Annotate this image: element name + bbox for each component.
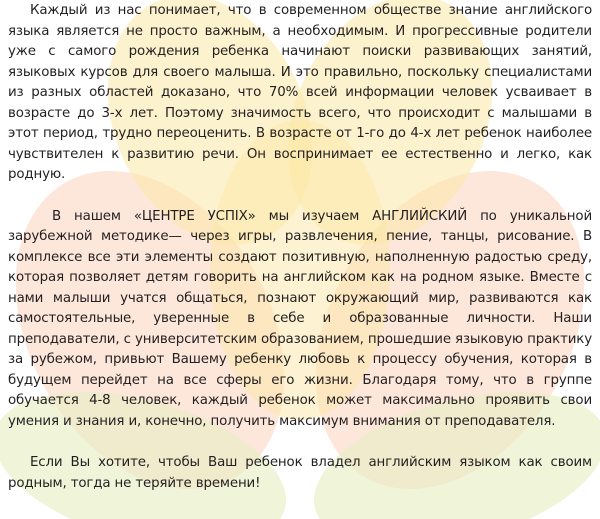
- paragraph-intro: Каждый из нас понимает, что в современном обществе знание английского языка является не просто важным, а необходимым. И прогрессивные родители уже с самого рождения ребенка начинают поиски развивающих занятий, языковых курсов для своего малыша. И это правильно, поскольку специалистами из разных областей доказано, что 70% всей информации человек усваивает в возрасте до 3-х лет. Поэтому значимость всего, что происходит с малышами в этот период, трудно переоценить. В возрасте от 1-го до 4-х лет ребенок наиболее чувствителен к развитию речи. Он воспринимает ее естественно и легко, как родную.: [8, 3, 592, 182]
- paragraph-center-description: В нашем «ЦЕНТРЕ УСПІХ» мы изучаем АНГЛИЙСКИЙ по уникальной зарубежной методике— через игры, развлечения, пение, танцы, рисование. В комплексе все эти элементы создают позитивную, наполненную радостью среду, которая позволяет детям говорить на английском как на родном языке. Вместе с нами малыши учатся общаться, познают окружающий мир, развиваются как самостоятельные, уверенные в себе и образованные личности. Наши преподаватели, с университетским образованием, прошедшие языковую практику за рубежом, привьют Вашему ребенку любовь к процессу обучения, которая в будущем перейдет на все сферы его жизни. Благодаря тому, что в группе обучается 4-8 человек, каждый ребенок может максимально проявить свои умения и знания и, конечно, получить максимум внимания от преподавателя.: [8, 208, 592, 429]
- paragraph-call-to-action: Если Вы хотите, чтобы Ваш ребенок владел английским языком как своим родным, тогда не теряйте времени!: [8, 455, 592, 491]
